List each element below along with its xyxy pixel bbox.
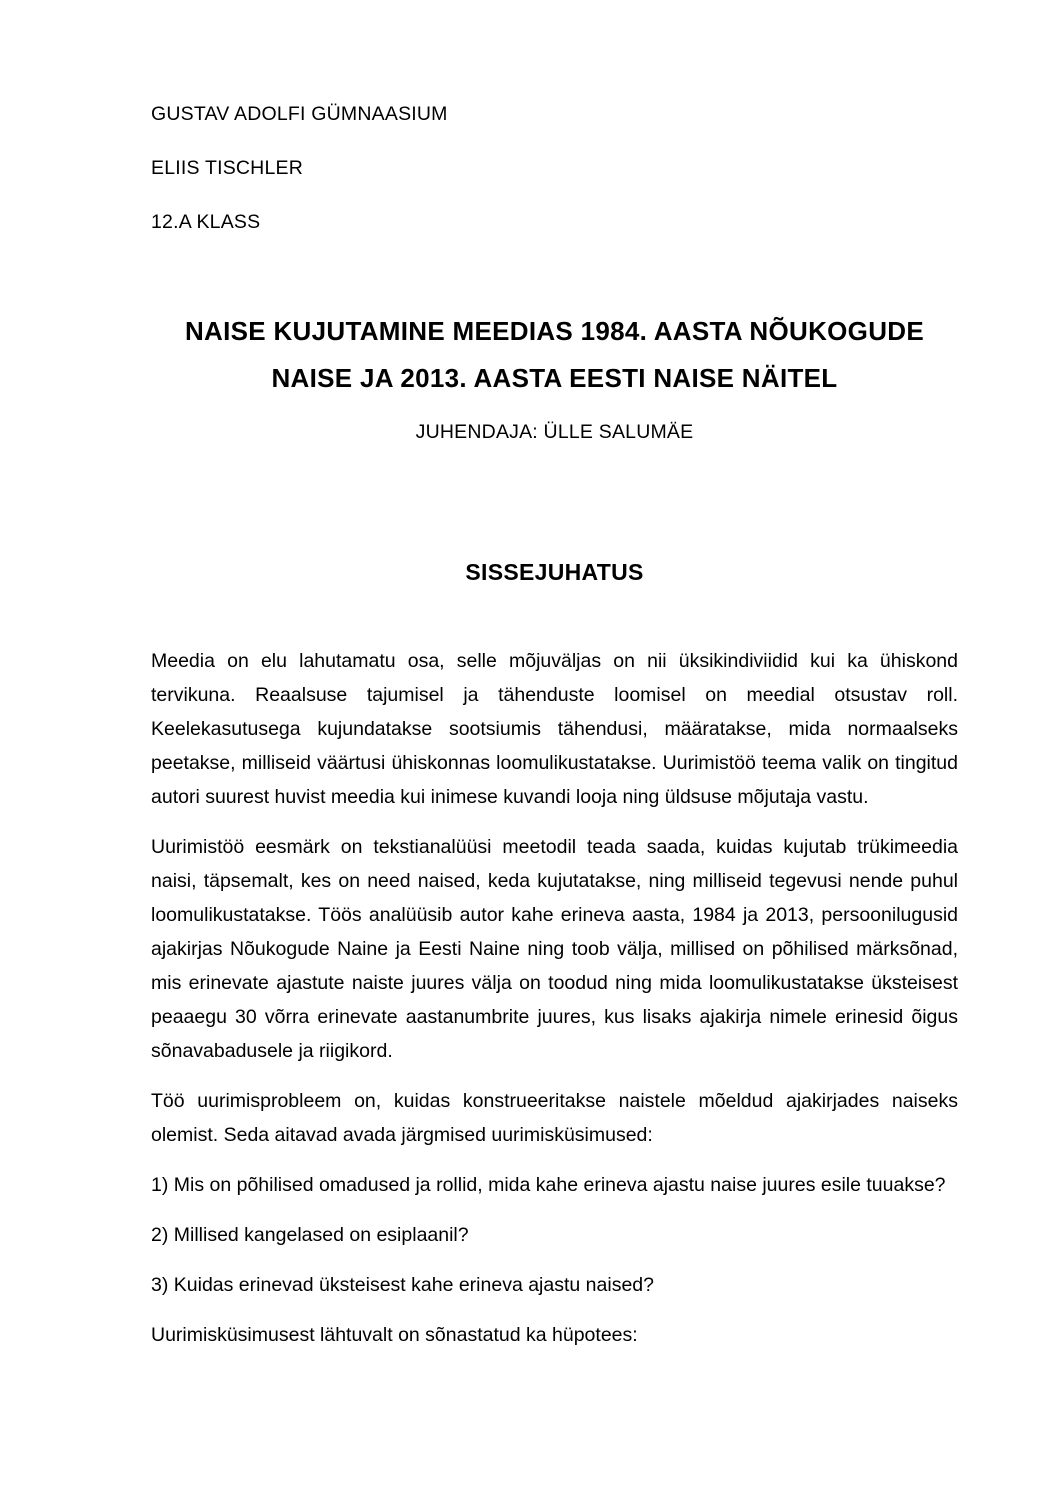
school-name: GUSTAV ADOLFI GÜMNAASIUM xyxy=(151,103,448,125)
intro-paragraph-2: Uurimistöö eesmärk on tekstianalüüsi meetodil teada saada, kuidas kujutab trükimeedia naisi, täpsemalt, kes on need naised, keda kujutatakse, ning milliseid tegevusi nende puhul loomulikustatakse. Töös analüüsib autor kahe erineva aasta, 1984 ja 2013, persoonilugusid ajakirjas Nõukogude Naine ja Eesti Naine ning toob välja, millised on põhilised märksõnad, mis erinevate ajastute naiste juures välja on toodud ning mida loomulikustatakse üksteisest peaaegu 30 võrra erinevate aastanumbrite juures, kus lisaks ajakirja nimele erinesid õigus sõnavabadusele ja riigikord. xyxy=(151,836,958,1062)
intro-paragraph-1: Meedia on elu lahutamatu osa, selle mõjuväljas on nii üksikindiviidid kui ka ühiskond tervikuna. Reaalsuse tajumisel ja tähenduste loomisel on meedial otsustav roll. Keelekasutusega kujundatakse sootsiumis tähendusi, määratakse, mida normaalseks peetakse, milliseid väärtusi ühiskonnas loomulikustatakse. Uurimistöö teema valik on tingitud autori suurest huvist meedia kui inimese kuvandi looja ning üldsuse mõjutaja vastu. xyxy=(151,650,958,808)
section-heading: SISSEJUHATUS xyxy=(465,559,644,585)
research-question-3: 3) Kuidas erinevad üksteisest kahe erineva ajastu naised? xyxy=(151,1274,654,1296)
document-title xyxy=(151,308,958,402)
author-name: ELIIS TISCHLER xyxy=(151,157,303,179)
intro-paragraph-3: Töö uurimisprobleem on, kuidas konstrueeritakse naistele mõeldud ajakirjades naiseks olemist. Seda aitavad avada järgmised uurimisküsimused: xyxy=(151,1090,958,1146)
document-title-line-2: NAISE JA 2013. AASTA EESTI NAISE NÄITEL xyxy=(271,363,838,393)
document-header xyxy=(151,102,958,234)
class-label: 12.A KLASS xyxy=(151,211,261,233)
closing-line: Uurimisküsimusest lähtuvalt on sõnastatud ka hüpotees: xyxy=(151,1324,638,1346)
research-question-2: 2) Millised kangelased on esiplaanil? xyxy=(151,1224,469,1246)
document-title-line-1: NAISE KUJUTAMINE MEEDIAS 1984. AASTA NÕUKOGUDE xyxy=(184,316,924,346)
supervisor-line: JUHENDAJA: ÜLLE SALUMÄE xyxy=(415,421,694,443)
research-question-1: 1) Mis on põhilised omadused ja rollid, mida kahe erineva ajastu naise juures esile tuuakse? xyxy=(151,1174,946,1196)
